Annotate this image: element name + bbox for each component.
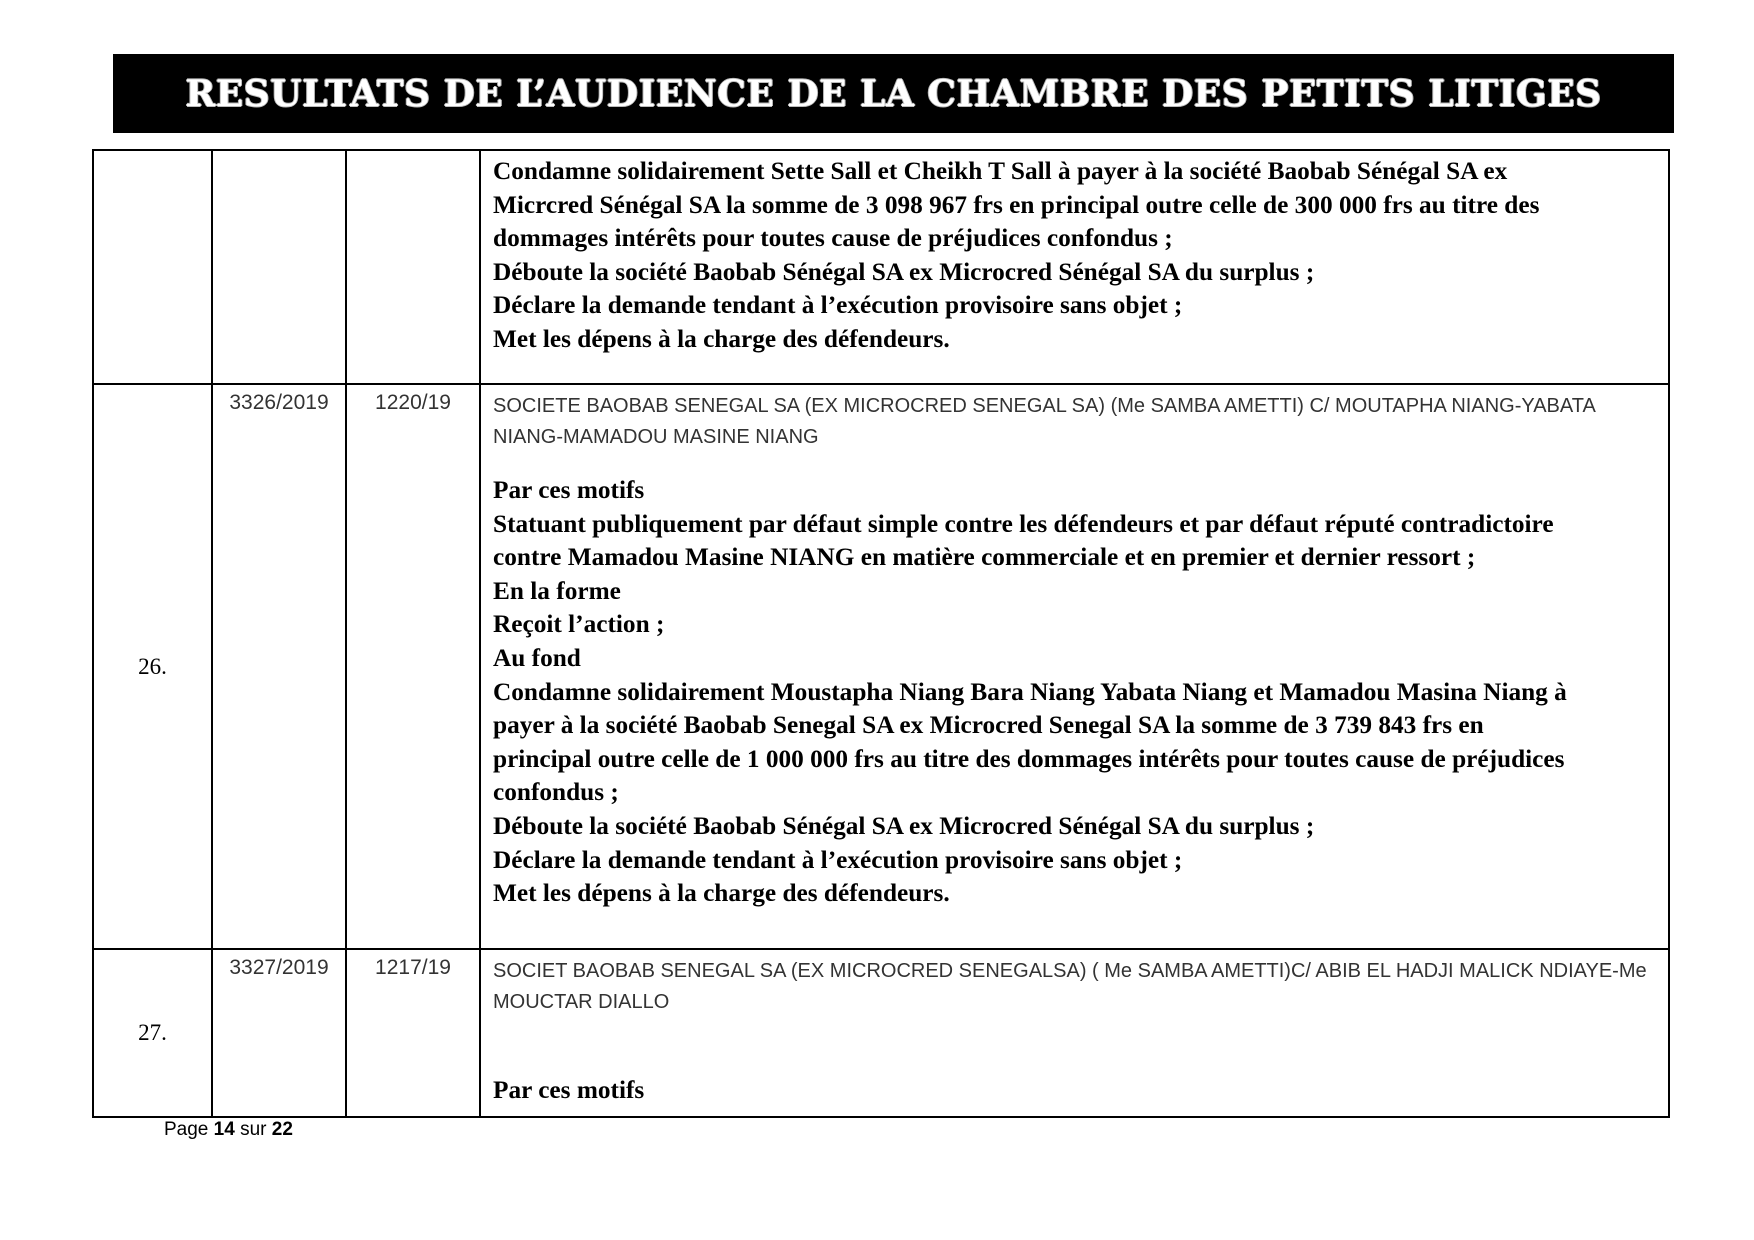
page-total: 22	[271, 1119, 293, 1140]
case-content	[480, 949, 1669, 1117]
case-number: 27.	[93, 949, 212, 1117]
table-row	[93, 384, 1669, 949]
judgment-number: 1220/19	[346, 384, 480, 949]
case-content	[480, 150, 1669, 384]
table-row	[93, 150, 1669, 384]
ruling-line: Condamne solidairement Sette Sall et Cheikh T Sall à payer à la société Baobab Sénégal SA ex	[493, 157, 1508, 185]
rg-number	[212, 150, 346, 384]
page-footer	[164, 1119, 293, 1141]
case-parties: SOCIETE BAOBAB SENEGAL SA (EX MICROCRED SENEGAL SA) (Me SAMBA AMETTI) C/ MOUTAPHA NIANG-YABATA NIANG-MAMADOU MASINE NIANG	[493, 395, 1595, 448]
page-current: 14	[213, 1119, 235, 1140]
ruling-line: Déboute la société Baobab Sénégal SA ex Microcred Sénégal SA du surplus ;	[493, 257, 1315, 286]
page-separator: sur	[240, 1119, 267, 1140]
ruling-line: payer à la société Baobab Senegal SA ex Microcred Senegal SA la somme de 3 739 843 frs en	[493, 711, 1484, 740]
ruling-line: Par ces motifs	[493, 1076, 645, 1104]
ruling-line: Met les dépens à la charge des défendeurs.	[493, 879, 950, 908]
ruling-line: Par ces motifs	[493, 476, 645, 504]
ruling-line: contre Mamadou Masine NIANG en matière commerciale et en premier et dernier ressort ;	[493, 543, 1476, 572]
rg-number: 3326/2019	[212, 384, 346, 949]
table-row	[93, 949, 1669, 1117]
ruling-text	[493, 474, 1658, 911]
ruling-line: Micrcred Sénégal SA la somme de 3 098 967 frs en principal outre celle de 300 000 frs au titre des	[493, 190, 1540, 219]
ruling-line: Reçoit l’action ;	[493, 610, 665, 639]
ruling-line: dommages intérêts pour toutes cause de préjudices confondus ;	[493, 224, 1173, 253]
ruling-line: En la forme	[493, 576, 621, 605]
results-table	[92, 149, 1670, 1118]
case-parties: SOCIET BAOBAB SENEGAL SA (EX MICROCRED SENEGALSA) ( Me SAMBA AMETTI)C/ ABIB EL HADJI MALICK NDIAYE-Me MOUCTAR DIALLO	[493, 960, 1647, 1013]
page-label: Page	[164, 1119, 209, 1140]
rg-number: 3327/2019	[212, 949, 346, 1117]
ruling-line: Déclare la demande tendant à l’exécution provisoire sans objet ;	[493, 291, 1183, 320]
ruling-line: Met les dépens à la charge des défendeurs.	[493, 324, 950, 353]
ruling-text	[493, 1074, 1658, 1108]
ruling-line: Condamne solidairement Moustapha Niang Bara Niang Yabata Niang et Mamadou Masina Niang à	[493, 677, 1567, 706]
ruling-text	[493, 155, 1658, 357]
header-banner	[113, 54, 1674, 133]
page-title: RESULTATS DE L’AUDIENCE DE LA CHAMBRE DES PETITS LITIGES	[185, 72, 1602, 115]
ruling-line: Au fond	[493, 643, 581, 672]
case-content	[480, 384, 1669, 949]
case-number	[93, 150, 212, 384]
ruling-line: Statuant publiquement par défaut simple contre les défendeurs et par défaut réputé contradictoire	[493, 509, 1554, 538]
ruling-line: principal outre celle de 1 000 000 frs au titre des dommages intérêts pour toutes cause de préjudices	[493, 744, 1565, 773]
judgment-number	[346, 150, 480, 384]
case-number: 26.	[93, 384, 212, 949]
ruling-line: Déboute la société Baobab Sénégal SA ex Microcred Sénégal SA du surplus ;	[493, 811, 1315, 840]
ruling-line: confondus ;	[493, 778, 619, 807]
ruling-line: Déclare la demande tendant à l’exécution provisoire sans objet ;	[493, 845, 1183, 874]
judgment-number: 1217/19	[346, 949, 480, 1117]
